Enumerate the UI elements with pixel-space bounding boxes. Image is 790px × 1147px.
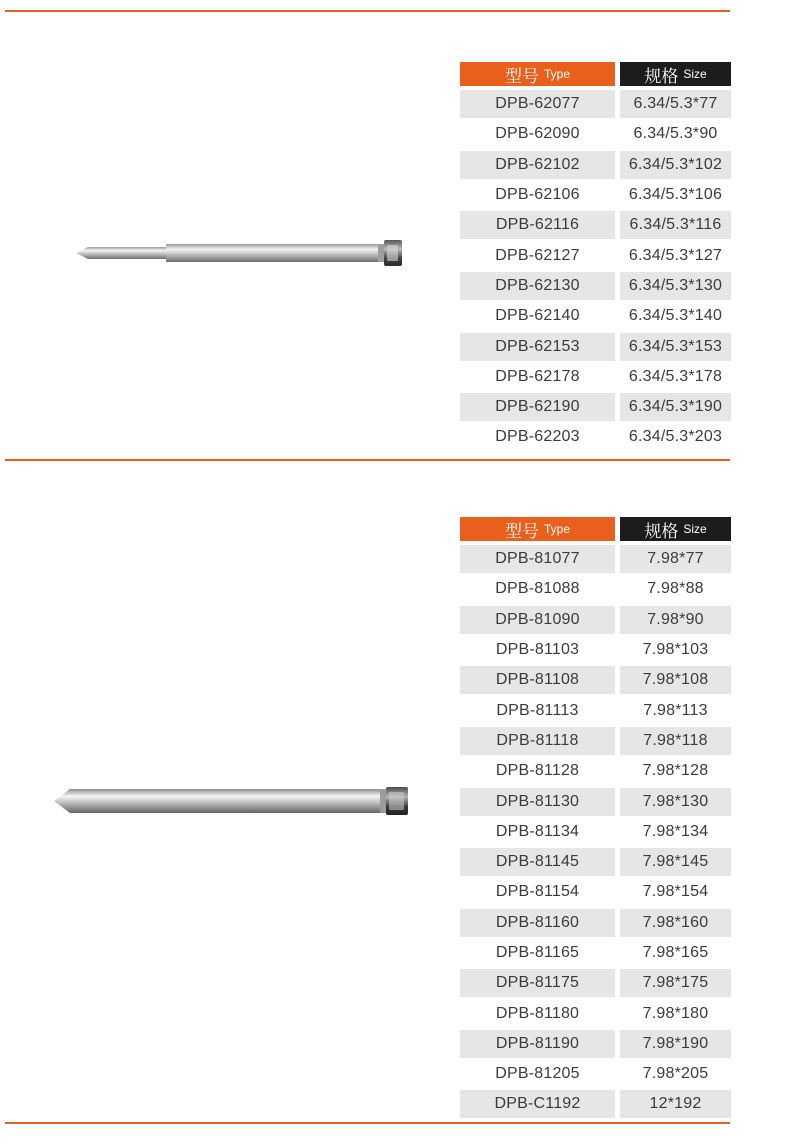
size-cell: 7.98*145	[620, 848, 731, 876]
size-cell: 12*192	[620, 1090, 731, 1118]
table-row	[460, 877, 731, 907]
table-header	[460, 517, 731, 541]
size-cell: 7.98*77	[620, 545, 731, 573]
pin-tip	[54, 789, 70, 813]
size-cell: 6.34/5.3*102	[620, 151, 731, 179]
table-row	[460, 331, 731, 361]
pin-tip	[76, 247, 88, 259]
model-cell: DPB-81205	[495, 1065, 580, 1083]
model-cell: DPB-62140	[495, 307, 580, 325]
spec-table-62	[460, 62, 731, 453]
size-cell: 7.98*175	[620, 969, 731, 997]
size-header	[620, 517, 731, 541]
type-header	[460, 62, 615, 86]
table-header	[460, 62, 731, 86]
model-cell: DPB-81130	[460, 788, 615, 816]
table-row	[460, 665, 731, 695]
table-row	[460, 180, 731, 210]
size-cell: 7.98*180	[642, 1004, 709, 1022]
table-row	[460, 1059, 731, 1089]
table-row	[460, 726, 731, 756]
size-header-cn: 规格	[644, 66, 679, 87]
model-cell: DPB-62178	[495, 367, 580, 385]
model-cell: DPB-81190	[460, 1030, 615, 1058]
table-row	[460, 817, 731, 847]
model-cell: DPB-81128	[495, 762, 580, 780]
table-row	[460, 422, 731, 452]
model-cell: DPB-62106	[495, 186, 580, 204]
size-cell: 7.98*130	[620, 788, 731, 816]
model-cell: DPB-81154	[495, 883, 580, 901]
table-row	[460, 605, 731, 635]
size-cell: 7.98*118	[620, 727, 731, 755]
model-cell: DPB-81113	[496, 701, 579, 719]
size-cell: 6.34/5.3*106	[628, 186, 723, 204]
model-cell: DPB-81145	[460, 848, 615, 876]
model-cell: DPB-62116	[460, 211, 615, 239]
table-row	[460, 150, 731, 180]
table-row	[460, 544, 731, 574]
product-section-62	[0, 0, 790, 460]
model-cell: DPB-81108	[460, 666, 615, 694]
size-cell: 7.98*134	[642, 822, 709, 840]
table-row	[460, 1089, 731, 1119]
table-body	[460, 89, 731, 453]
table-row	[460, 968, 731, 998]
model-cell: DPB-62090	[495, 125, 580, 143]
model-cell: DPB-81118	[460, 727, 615, 755]
model-cell: DPB-62077	[460, 90, 615, 118]
size-cell: 6.34/5.3*178	[628, 367, 723, 385]
size-cell: 7.98*90	[620, 606, 731, 634]
model-cell: DPB-62130	[460, 272, 615, 300]
model-cell: DPB-81175	[460, 969, 615, 997]
pin-shaft	[70, 789, 380, 813]
model-cell: DPB-62127	[495, 246, 580, 264]
size-cell: 7.98*128	[642, 762, 709, 780]
type-header-cn: 型号	[504, 521, 539, 542]
model-cell: DPB-62102	[460, 151, 615, 179]
model-cell: DPB-81134	[495, 822, 580, 840]
pin-collar	[380, 789, 386, 813]
size-header-en: Size	[683, 522, 707, 536]
type-header-en: Type	[543, 522, 570, 536]
size-cell: 7.98*108	[620, 666, 731, 694]
table-row	[460, 786, 731, 816]
table-row	[460, 908, 731, 938]
model-cell: DPB-62153	[460, 333, 615, 361]
model-cell: DPB-81103	[495, 641, 580, 659]
size-cell: 6.34/5.3*127	[628, 246, 723, 264]
table-row	[460, 998, 731, 1028]
model-cell: DPB-81180	[495, 1004, 580, 1022]
size-cell: 7.98*154	[642, 883, 709, 901]
size-header	[620, 62, 731, 86]
model-cell: DPB-C1192	[460, 1090, 615, 1118]
size-cell: 6.34/5.3*203	[628, 428, 723, 446]
table-row	[460, 119, 731, 149]
size-cell: 6.34/5.3*77	[620, 90, 731, 118]
table-row	[460, 756, 731, 786]
model-cell: DPB-62190	[460, 393, 615, 421]
table-row	[460, 635, 731, 665]
table-row	[460, 362, 731, 392]
table-row	[460, 574, 731, 604]
pin-end-cap	[386, 787, 408, 815]
table-row	[460, 847, 731, 877]
model-cell: DPB-81090	[460, 606, 615, 634]
model-cell: DPB-81077	[460, 545, 615, 573]
pin-collar	[378, 244, 384, 262]
type-header-cn: 型号	[504, 66, 539, 87]
table-row	[460, 271, 731, 301]
pilot-pin-image	[54, 785, 410, 819]
table-row	[460, 695, 731, 725]
size-cell: 6.34/5.3*153	[620, 333, 731, 361]
table-row	[460, 938, 731, 968]
model-cell: DPB-81165	[495, 944, 580, 961]
size-cell: 7.98*165	[642, 944, 709, 961]
spec-table-81	[460, 517, 731, 1120]
pin-thin-shaft	[88, 247, 168, 259]
table-body	[460, 544, 731, 1120]
size-cell: 7.98*103	[642, 641, 709, 659]
size-cell: 6.34/5.3*116	[620, 211, 731, 239]
pilot-pin-image	[76, 236, 406, 270]
table-row	[460, 210, 731, 240]
model-cell: DPB-81088	[495, 580, 580, 598]
size-header-en: Size	[683, 67, 707, 81]
size-cell: 6.34/5.3*90	[633, 125, 718, 143]
type-header	[460, 517, 615, 541]
type-header-en: Type	[543, 67, 570, 81]
table-row	[460, 392, 731, 422]
size-cell: 7.98*88	[647, 580, 704, 598]
size-header-cn: 规格	[644, 521, 679, 542]
size-cell: 7.98*113	[643, 701, 708, 719]
size-cell: 6.34/5.3*140	[628, 307, 723, 325]
model-cell: DPB-62203	[495, 428, 580, 446]
table-row	[460, 301, 731, 331]
table-row	[460, 240, 731, 270]
size-cell: 6.34/5.3*190	[620, 393, 731, 421]
size-cell: 7.98*190	[620, 1030, 731, 1058]
bottom-divider	[5, 1122, 730, 1124]
table-row	[460, 89, 731, 119]
pin-thick-shaft	[166, 244, 378, 262]
model-cell: DPB-81160	[460, 909, 615, 937]
size-cell: 6.34/5.3*130	[620, 272, 731, 300]
size-cell: 7.98*160	[620, 909, 731, 937]
size-cell: 7.98*205	[642, 1065, 709, 1083]
table-row	[460, 1029, 731, 1059]
